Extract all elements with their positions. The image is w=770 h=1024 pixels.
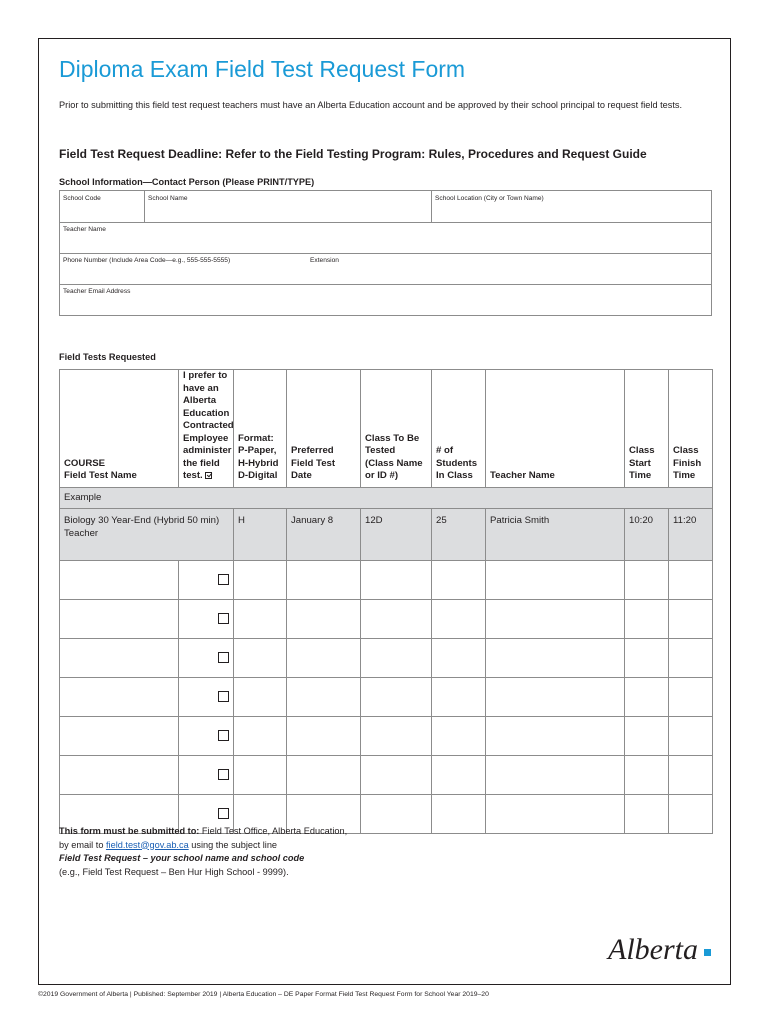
school-row <box>60 191 711 223</box>
class-cell[interactable] <box>361 677 432 716</box>
course-cell[interactable] <box>60 599 179 638</box>
school-location-label: School Location (City or Town Name) <box>435 195 544 202</box>
deadline-heading: Field Test Request Deadline: Refer to the Field Testing Program: Rules, Procedures and Request Guide <box>59 147 647 161</box>
preference-cell[interactable] <box>179 677 234 716</box>
start-cell[interactable] <box>625 638 669 677</box>
preference-cell[interactable] <box>179 716 234 755</box>
date-cell[interactable] <box>287 755 361 794</box>
example-label-row <box>60 487 713 508</box>
school-name-field[interactable] <box>144 191 432 222</box>
start-cell[interactable] <box>625 716 669 755</box>
col-preference: I prefer to have an Alberta Education Contracted Employee administer the field test. <box>179 370 234 488</box>
teacher-cell[interactable] <box>486 716 625 755</box>
start-cell[interactable] <box>625 677 669 716</box>
finish-cell[interactable] <box>669 638 713 677</box>
school-info-heading: School Information—Contact Person (Please PRINT/TYPE) <box>59 177 315 187</box>
table-header-row <box>60 370 713 488</box>
footer-text: ©2019 Government of Alberta | Published: September 2019 | Alberta Education – DE Paper Format Field Test Request Form for School Year 2019–20 <box>38 991 489 998</box>
col-format: Format: P-Paper, H-Hybrid D-Digital <box>234 370 287 488</box>
students-cell[interactable] <box>432 638 486 677</box>
preference-checkbox[interactable] <box>218 652 229 663</box>
email-link[interactable]: field.test@gov.ab.ca <box>105 839 189 850</box>
finish-cell[interactable] <box>669 716 713 755</box>
table-row <box>60 755 713 794</box>
example-label: Example <box>60 487 713 508</box>
submit-lead: This form must be submitted to: <box>59 826 200 836</box>
alberta-wordmark: Alberta <box>608 933 698 966</box>
finish-cell[interactable] <box>669 560 713 599</box>
tests-heading: Field Tests Requested <box>59 352 156 362</box>
submit-office: Field Test Office, Alberta Education, <box>199 826 348 836</box>
preference-checkbox[interactable] <box>218 808 229 819</box>
start-cell[interactable] <box>625 755 669 794</box>
format-cell[interactable] <box>234 560 287 599</box>
teacher-cell[interactable] <box>486 755 625 794</box>
preference-cell[interactable] <box>179 755 234 794</box>
finish-cell[interactable] <box>669 794 713 833</box>
phone-label: Phone Number (Include Area Code—e.g., 555-555-5555) <box>63 257 231 264</box>
teacher-cell[interactable] <box>486 677 625 716</box>
by-email-text: by email to <box>59 839 106 850</box>
course-cell[interactable] <box>60 755 179 794</box>
subject-format: Field Test Request – your school name and school code <box>59 853 305 863</box>
format-cell[interactable] <box>234 599 287 638</box>
class-cell[interactable] <box>361 599 432 638</box>
students-cell[interactable] <box>432 755 486 794</box>
col-class: Class To Be Tested (Class Name or ID #) <box>361 370 432 488</box>
school-code-field[interactable] <box>60 191 144 222</box>
start-cell[interactable] <box>625 599 669 638</box>
field-tests-table <box>59 369 713 834</box>
date-cell[interactable] <box>287 599 361 638</box>
date-cell[interactable] <box>287 638 361 677</box>
table-row <box>60 599 713 638</box>
col-start: Class Start Time <box>625 370 669 488</box>
class-cell[interactable] <box>361 755 432 794</box>
course-cell[interactable] <box>60 560 179 599</box>
teacher-cell[interactable] <box>486 599 625 638</box>
students-cell[interactable] <box>432 677 486 716</box>
class-cell[interactable] <box>361 716 432 755</box>
format-cell[interactable] <box>234 638 287 677</box>
course-cell[interactable] <box>60 716 179 755</box>
teacher-name-label: Teacher Name <box>63 226 106 233</box>
col-date: Preferred Field Test Date <box>287 370 361 488</box>
school-name-label: School Name <box>148 195 188 202</box>
extension-label: Extension <box>310 257 339 264</box>
subject-example: (e.g., Field Test Request – Ben Hur High School - 9999). <box>59 866 289 877</box>
format-cell[interactable] <box>234 716 287 755</box>
format-cell[interactable] <box>234 677 287 716</box>
example-class: 12D <box>361 508 432 560</box>
col-course: COURSE Field Test Name <box>60 370 179 488</box>
finish-cell[interactable] <box>669 677 713 716</box>
col-finish: Class Finish Time <box>669 370 713 488</box>
finish-cell[interactable] <box>669 599 713 638</box>
teacher-name-field[interactable] <box>60 222 711 254</box>
course-cell[interactable] <box>60 677 179 716</box>
class-cell[interactable] <box>361 638 432 677</box>
teacher-email-label: Teacher Email Address <box>63 288 131 295</box>
preference-checkbox[interactable] <box>218 574 229 585</box>
preference-checkbox[interactable] <box>218 730 229 741</box>
preference-checkbox[interactable] <box>218 613 229 624</box>
start-cell[interactable] <box>625 794 669 833</box>
alberta-logo-mark <box>704 949 711 956</box>
class-cell[interactable] <box>361 560 432 599</box>
start-cell[interactable] <box>625 560 669 599</box>
date-cell[interactable] <box>287 677 361 716</box>
preference-checkbox[interactable] <box>218 691 229 702</box>
date-cell[interactable] <box>287 716 361 755</box>
subject-line-text: using the subject line <box>188 839 278 850</box>
submit-instructions <box>59 825 479 879</box>
preference-cell[interactable] <box>179 560 234 599</box>
teacher-email-field[interactable] <box>60 284 711 315</box>
example-format: H <box>234 508 287 560</box>
school-info-box <box>59 190 712 316</box>
example-students: 25 <box>432 508 486 560</box>
course-cell[interactable] <box>60 638 179 677</box>
intro-text: Prior to submitting this field test request teachers must have an Alberta Education account and be approved by their school principal to request field tests. <box>59 100 683 110</box>
school-location-field[interactable] <box>431 191 711 222</box>
example-teacher: Patricia Smith <box>486 508 625 560</box>
table-row <box>60 677 713 716</box>
teacher-cell[interactable] <box>486 794 625 833</box>
alberta-logo <box>606 925 716 969</box>
example-finish: 11:20 <box>669 508 713 560</box>
school-code-label: School Code <box>63 195 101 202</box>
phone-field[interactable] <box>60 253 711 285</box>
students-cell[interactable] <box>432 560 486 599</box>
example-date: January 8 <box>287 508 361 560</box>
checkbox-checked-icon <box>205 472 212 479</box>
example-row <box>60 508 713 560</box>
col-students: # of Students In Class <box>432 370 486 488</box>
preference-checkbox[interactable] <box>218 769 229 780</box>
table-row <box>60 716 713 755</box>
preference-cell[interactable] <box>179 599 234 638</box>
teacher-cell[interactable] <box>486 560 625 599</box>
example-start: 10:20 <box>625 508 669 560</box>
students-cell[interactable] <box>432 716 486 755</box>
students-cell[interactable] <box>432 599 486 638</box>
teacher-cell[interactable] <box>486 638 625 677</box>
date-cell[interactable] <box>287 560 361 599</box>
preference-cell[interactable] <box>179 638 234 677</box>
finish-cell[interactable] <box>669 755 713 794</box>
example-course: Biology 30 Year-End (Hybrid 50 min) Teacher <box>60 508 234 560</box>
table-row <box>60 560 713 599</box>
format-cell[interactable] <box>234 755 287 794</box>
table-row <box>60 638 713 677</box>
col-teacher: Teacher Name <box>486 370 625 488</box>
form-title: Diploma Exam Field Test Request Form <box>59 56 466 82</box>
